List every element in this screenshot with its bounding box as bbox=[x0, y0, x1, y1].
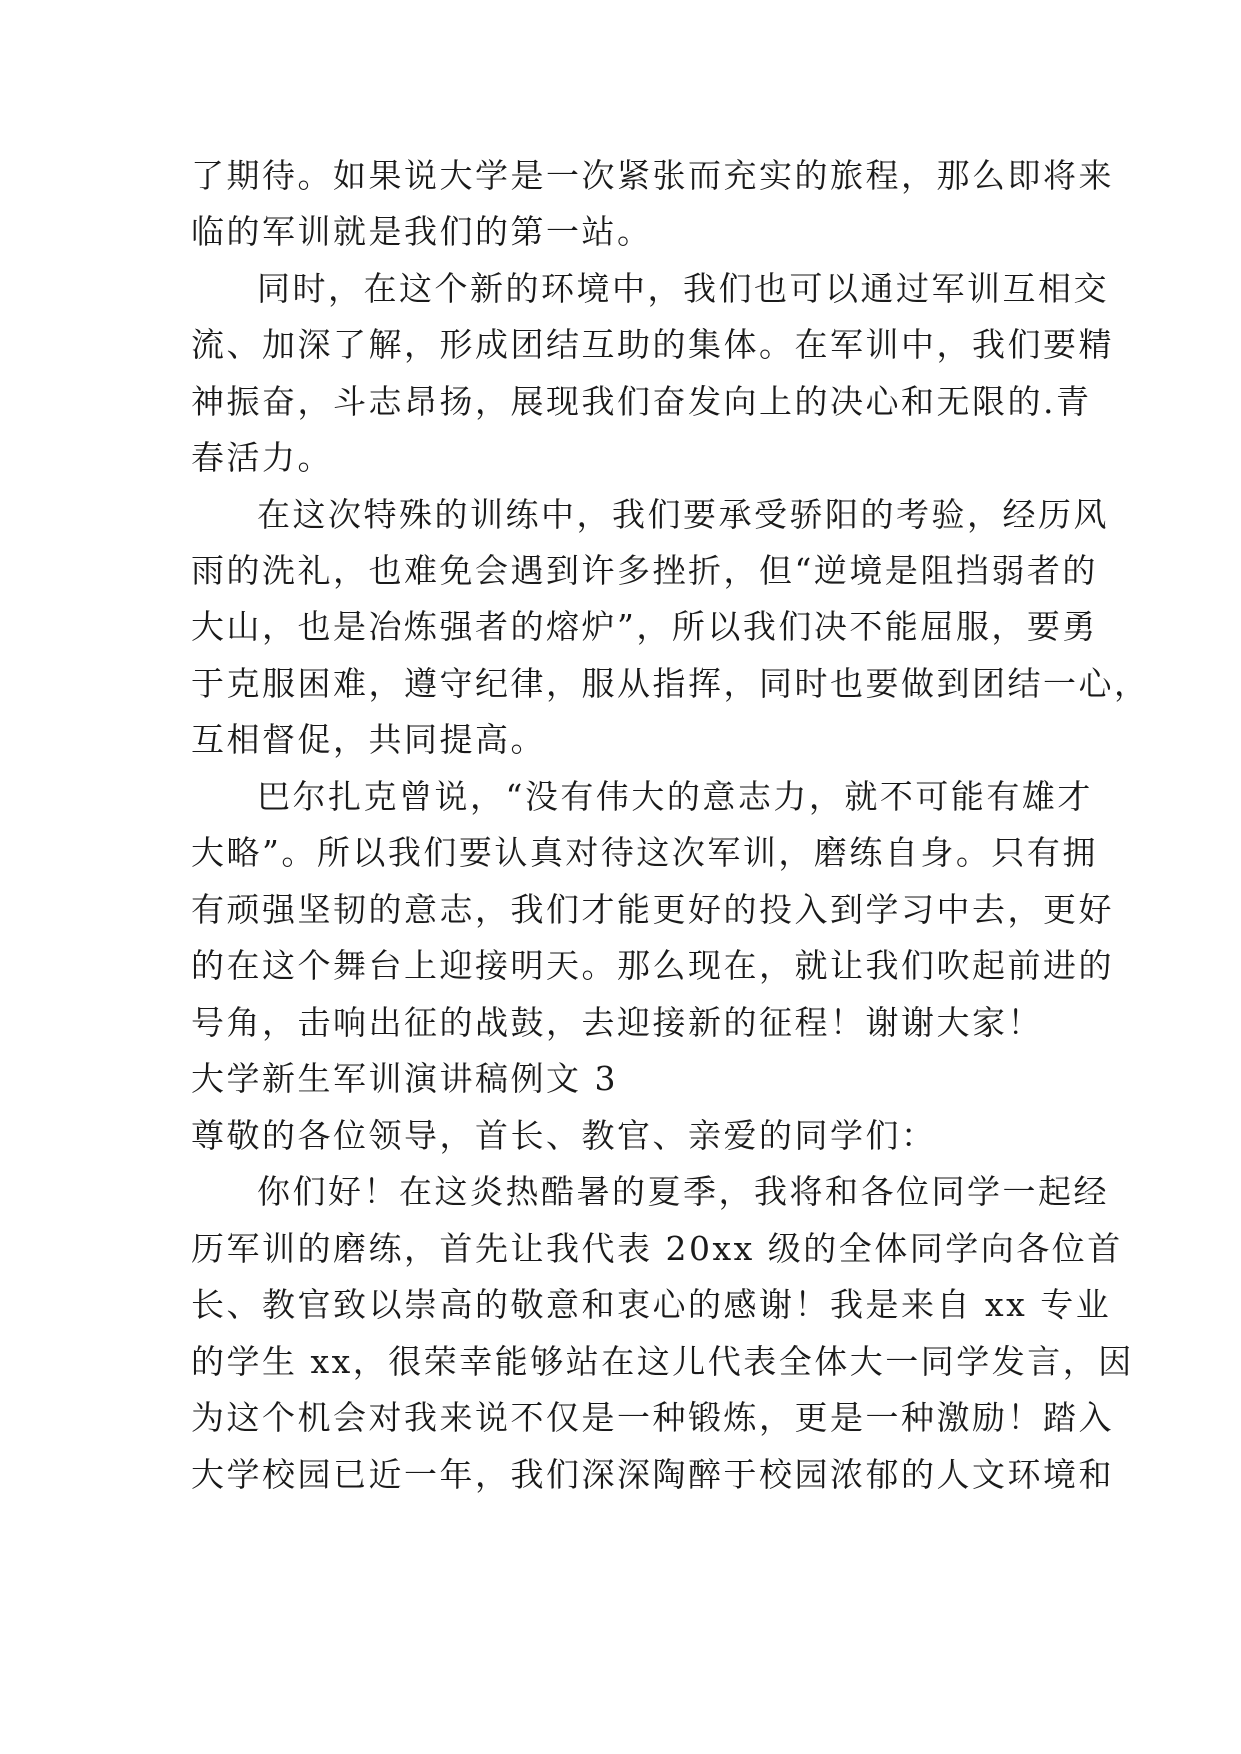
text-line: 大山，也是冶炼强者的熔炉”，所以我们决不能屈服，要勇 bbox=[191, 607, 1098, 646]
text-line: 号角，击响出征的战鼓，去迎接新的征程！谢谢大家！ bbox=[191, 1003, 1043, 1042]
text-line: 大略”。所以我们要认真对待这次军训，磨练自身。只有拥 bbox=[191, 833, 1098, 872]
text-line: 临的军训就是我们的第一站。 bbox=[191, 212, 653, 251]
paragraph-first-line: 同时，在这个新的环境中，我们也可以通过军训互相交 bbox=[257, 269, 1109, 308]
text-line: 为这个机会对我来说不仅是一种锻炼，更是一种激励！踏入 bbox=[191, 1398, 1114, 1437]
text-line: 雨的洗礼，也难免会遇到许多挫折，但“逆境是阻挡弱者的 bbox=[191, 551, 1098, 590]
text-line: 历军训的磨练，首先让我代表 20xx 级的全体同学向各位首 bbox=[191, 1229, 1123, 1268]
text-line: 流、加深了解，形成团结互助的集体。在军训中，我们要精 bbox=[191, 325, 1114, 364]
text-line: 于克服困难，遵守纪律，服从指挥，同时也要做到团结一心， bbox=[191, 664, 1150, 703]
text-line: 的学生 xx，很荣幸能够站在这儿代表全体大一同学发言，因 bbox=[191, 1342, 1134, 1381]
salutation-line: 尊敬的各位领导，首长、教官、亲爱的同学们： bbox=[191, 1116, 937, 1155]
paragraph-first-line: 在这次特殊的训练中，我们要承受骄阳的考验，经历风 bbox=[257, 495, 1109, 534]
text-line: 大学校园已近一年，我们深深陶醉于校园浓郁的人文环境和 bbox=[191, 1455, 1114, 1494]
text-line: 的在这个舞台上迎接明天。那么现在，就让我们吹起前进的 bbox=[191, 946, 1114, 985]
text-line: 有顽强坚韧的意志，我们才能更好的投入到学习中去，更好 bbox=[191, 890, 1114, 929]
paragraph-first-line: 巴尔扎克曾说，“没有伟大的意志力，就不可能有雄才 bbox=[257, 777, 1093, 816]
paragraph-first-line: 你们好！在这炎热酷暑的夏季，我将和各位同学一起经 bbox=[257, 1172, 1109, 1211]
text-line: 互相督促，共同提高。 bbox=[191, 720, 546, 759]
text-line: 春活力。 bbox=[191, 438, 333, 477]
text-line: 神振奋，斗志昂扬，展现我们奋发向上的决心和无限的.青 bbox=[191, 382, 1092, 421]
text-line: 长、教官致以崇高的敬意和衷心的感谢！我是来自 xx 专业 bbox=[191, 1285, 1112, 1324]
section-heading: 大学新生军训演讲稿例文 3 bbox=[191, 1059, 618, 1098]
text-line: 了期待。如果说大学是一次紧张而充实的旅程，那么即将来 bbox=[191, 156, 1114, 195]
